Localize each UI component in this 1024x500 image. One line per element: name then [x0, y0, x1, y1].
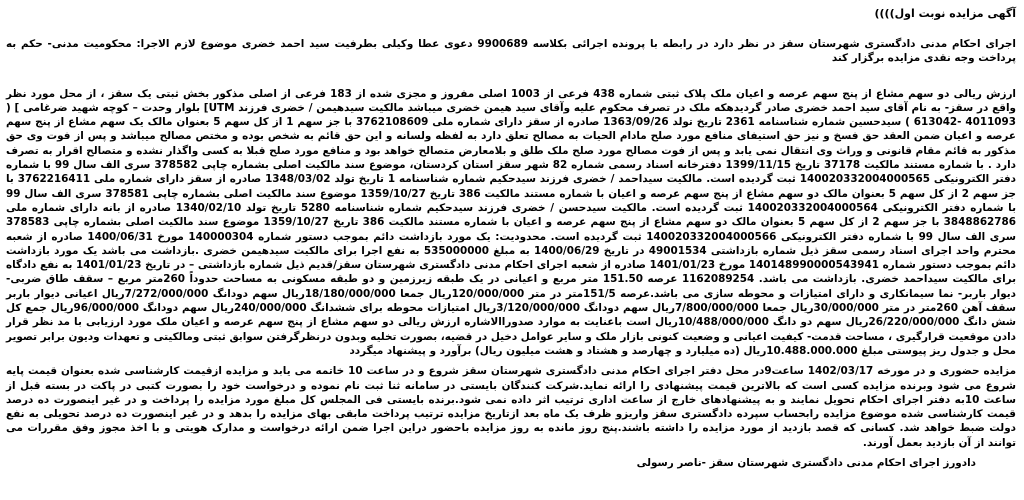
signature-line: دادورز اجرای احکام مدنی دادگستری شهرستان سقز -ناصر رسولی — [636, 457, 976, 470]
notice-title: آگهی مزایده نوبت اول)))) — [874, 7, 1016, 20]
property-description-paragraph: ارزش ریالی دو سهم مشاع از پنج سهم عرصه و اعیان ملک پلاک ثبتی شماره 438 فرعی از 1003 اصلی مفروز و مجزی شده از 183 فرعی از اصلی مذکور بخش ثبتی یک سقز ، از محل مورد نظر واقع در سقز- به نام آقای سید احمد خضری صادر گردیدهکه ملک در تصرف محکوم علیه وآقای سید هیمن خضری میباشد مالکیت سیدهیمن / خضری فرزند UTM] بلوار وحدت – کوچه شهید ضرغامی ] ( 4011093 -613042 ) سیدحسین شماره شناسنامه 2361 تاریخ تولد 1363/09/26 صادره از سقز دارای شماره ملی 3762108609 با جز سهم 1 از کل سهم 5 بعنوان مالک یک سهم مشاع از پنج سهم عرصه و اعیان ضمن العقد حق فسخ و نیز حق استیفای منافع مورد صلح مادام الحیات به مصالح تعلق دارد به لفظه ولسانه و این حق قائم به شخص بوده و مختص مصالح میباشد و پس از فوت وی حق مذکور به قائم مقام قانونی و وراث وی انتقال نمی یابد و پس از فوت مصالح مورد صلح ملک طلق و بلامعارض متصالح خواهد بود و منافع مورد صلح قبلا به کسی واگذار نشده و متصالح اقرار به تصرف دارد . با شماره مستند مالکیت 37178 تاریخ 1399/11/15 دفترخانه اسناد رسمی شماره 82 شهر سقز استان کردستان، موضوع سند مالکیت اصلی بشماره چاپی 378582 سری الف سال 99 با شماره دفتر الکترونیکی 140020332004000565 ثبت گردیده است. مالکیت سیداحمد / خضری فرزند سیدحکیم شماره شناسنامه 1 تاریخ تولد 1348/03/02 صادره از سقز دارای شماره ملی 3762216411 با جز سهم 2 از کل سهم 5 بعنوان مالک دو سهم مشاع از پنج سهم عرصه و اعیان با شماره مستند مالکیت 386 تاریخ 1359/10/27 موضوع سند مالکیت اصلی بشماره چاپی 378581 سری الف سال 99 با شماره دفتر الکترونیکی 140020332004000564 ثبت گردیده است. مالکیت سیدحسن / خضری فرزند سیدحکیم شماره شناسنامه 5280 تاریخ تولد 1340/02/10 صادره از بانه دارای شماره ملی 3848862786 با جز سهم 2 از کل سهم 5 بعنوان مالک دو سهم مشاع از پنج سهم عرصه و اعیان با شماره مستند مالکیت 386 تاریخ 1359/10/27 موضوع سند مالکیت اصلی بشماره چاپی 378583 سری الف سال 99 با شماره دفتر الکترونیکی 140020332004000566 ثبت گردیده است. محدودیت: یک مورد بازداشت دائم بموجب دستور شماره 140000304 مورخ 1400/06/31 صادره از شعبه محترم واحد اجرای اسناد رسمی سقز ذیل شماره بازداشتی 49001534 در تاریخ 1400/06/29 به مبلغ 535000000 به نفع اجرا برای مالکیت سیدهیمن خضری .بازداشت می باشد یک مورد بازداشت دائم بموجب دستور شماره 140148990000543941 مورخ 1401/01/23 صادره از شعبه اجرای احکام مدنی دادگستری شهرستان سقز/قدیم ذیل شماره بازداشتی – در تاریخ 1401/01/23 به نفع دادگاه برای مالکیت سیداحمد خضری. بازداشت می باشد. 1162089254 عرصه 151.50 متر مربع و اعیانی در یک طبقه زیرزمین و دو طبقه مسکونی به مساحت حدوداً 260متر مربع – سقف طاق ضربی- دیوار باربر- نما سیمانکاری و دارای امتیازات و محوطه سازی می باشد.عرصه 151/5متر در متر 120/000/000ریال جمعا 18/180/000/000ریال سهم دودانگ 7/272/000/000ریال اعیانی دیوار باربر سقف آهن 260متر در متر 30/000/000ریال جمعا 7/800/000/000ریال سهم دودانگ 3/120/000/000ریال امتیازات محوطه برای ششدانگ 240/000/000ریال سهم دودانگ 96/000/000ریال جمع کل شش دانگ 26/220/000/000ریال سهم دو دانگ 10/488/000/000ریال است باعنایت به موارد صدوراالاشاره ارزش ریالی دو سهم مشاع از پنج سهم عرصه و اعیان ملک مورد ارزیابی با مد نظر قرار دادن موقعیت قرارگیری ، مساحت قدمت- کیفیت اعیانی و وضعیت کنونی بازار ملک و سایر عوامل دخیل در قضیه، بصورت تخلیه وبدون درنظرگرفتن سوابق ثبتی ومالکیتی و تعهدات ودیون برابر تصویر محل و جدول ریز پیوستی مبلغ 10.488.000.000ریال (ده میلیارد و چهارصد و هشتاد و هشت میلیون ریال) برآورد و پیشنهاد میگردد — [6, 87, 1017, 357]
intro-paragraph: اجرای احکام مدنی دادگستری شهرستان سقز در نظر دارد در رابطه با پرونده اجرائی بکلاسه 9900689 دعوی عطا وکیلی بطرفیت سید احمد خضری موضوع لازم الاجرا: محکومیت مدنی- حکم به پرداخت وجه نقدی مزایده برگزار کند — [6, 38, 1016, 65]
auction-terms-paragraph: مزایده حضوری و در مورخه 1402/03/17 ساعت9در محل دفتر اجرای احکام مدنی دادگستری شهرستان سقز شروع و در ساعت 10 خاتمه می یابد و مزایده ازقیمت کارشناسی شده بعنوان قیمت پایه شروع می شود وبرنده مزایده کسی است که بالاترین قیمت پیشنهادی را ارائه نماید.شرکت کنندگان بایستی در سامانه ثنا ثبت نام نموده و درخواست خود را بصورت کتبی در پاکت در بسته قبل از ساعت 10به دفتر اجرای احکام تحویل نمایند و به پیشنهادهای خارج از ساعت اداری ترتیب اثر داده نمی شود.برنده بایستی فی المجلس کل مبلغ مورد مزایده را پرداخت و در غیر اینصورت ده درصد قیمت کارشناسی شده موضوع مزایده رابحساب سپرده دادگستری سقز واریزو ظرف یک ماه بعد ازتاریخ مزایده ترتیب پرداخت مابقی بهای مزایده را بدهد و در غیر اینصورت ده درصد تحویلی به نفع دولت ضبط خواهد شد. کسانی که قصد بازدید از مورد مزایده را داشته باشند.پنج روز مانده به روز مزایده باحضور دراین اجرا ضمن ارائه درخواست و مدارک هویتی و با اخذ مجوز وفق مقررات می توانند از آن بازدید بعمل آورند. — [6, 365, 1016, 449]
auction-notice — [6, 6, 1016, 496]
